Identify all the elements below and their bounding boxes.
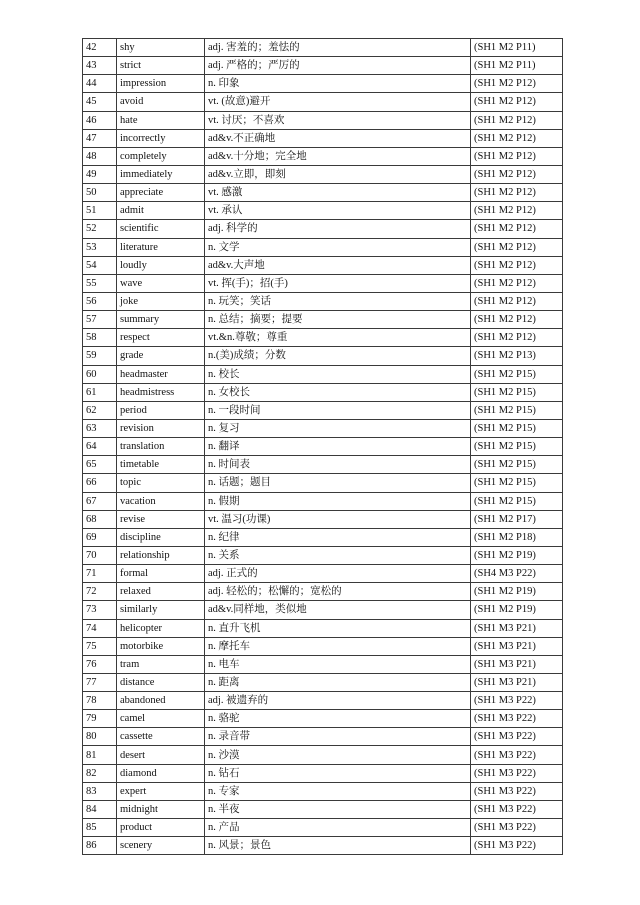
- row-number-cell: 73: [83, 601, 117, 619]
- definition-cell: n. 女校长: [205, 383, 471, 401]
- table-row: [83, 673, 563, 691]
- word-cell: abandoned: [117, 692, 205, 710]
- definition-cell: ad&v.不正确地: [205, 129, 471, 147]
- word-cell: respect: [117, 329, 205, 347]
- table-row: [83, 220, 563, 238]
- source-reference-cell: (SH1 M2 P12): [471, 256, 563, 274]
- table-row: [83, 565, 563, 583]
- source-reference-cell: (SH1 M3 P22): [471, 782, 563, 800]
- row-number-cell: 77: [83, 673, 117, 691]
- table-row: [83, 401, 563, 419]
- definition-cell: n. 复习: [205, 419, 471, 437]
- definition-cell: n. 纪律: [205, 528, 471, 546]
- word-cell: shy: [117, 39, 205, 57]
- definition-cell: n. 直升飞机: [205, 619, 471, 637]
- vocabulary-table: [82, 38, 563, 855]
- word-cell: strict: [117, 57, 205, 75]
- source-reference-cell: (SH4 M3 P22): [471, 565, 563, 583]
- source-reference-cell: (SH1 M3 P21): [471, 619, 563, 637]
- word-cell: helicopter: [117, 619, 205, 637]
- source-reference-cell: (SH1 M3 P21): [471, 637, 563, 655]
- source-reference-cell: (SH1 M3 P22): [471, 710, 563, 728]
- row-number-cell: 62: [83, 401, 117, 419]
- table-row: [83, 365, 563, 383]
- table-row: [83, 819, 563, 837]
- table-row: [83, 728, 563, 746]
- word-cell: timetable: [117, 456, 205, 474]
- word-cell: loudly: [117, 256, 205, 274]
- definition-cell: vt. 讨厌；不喜欢: [205, 111, 471, 129]
- source-reference-cell: (SH1 M2 P12): [471, 220, 563, 238]
- definition-cell: vt.&n.尊敬；尊重: [205, 329, 471, 347]
- definition-cell: n. 话题；题目: [205, 474, 471, 492]
- definition-cell: adj. 正式的: [205, 565, 471, 583]
- word-cell: hate: [117, 111, 205, 129]
- definition-cell: n. 风景；景色: [205, 837, 471, 855]
- definition-cell: n. 关系: [205, 546, 471, 564]
- definition-cell: adj. 轻松的；松懈的；宽松的: [205, 583, 471, 601]
- definition-cell: n. 专家: [205, 782, 471, 800]
- definition-cell: n. 玩笑；笑话: [205, 292, 471, 310]
- row-number-cell: 67: [83, 492, 117, 510]
- word-cell: topic: [117, 474, 205, 492]
- definition-cell: ad&v.立即，即刻: [205, 165, 471, 183]
- definition-cell: n. 录音带: [205, 728, 471, 746]
- table-row: [83, 75, 563, 93]
- row-number-cell: 64: [83, 438, 117, 456]
- definition-cell: vt. (故意)避开: [205, 93, 471, 111]
- table-row: [83, 637, 563, 655]
- table-row: [83, 764, 563, 782]
- definition-cell: n. 时间表: [205, 456, 471, 474]
- source-reference-cell: (SH1 M2 P12): [471, 111, 563, 129]
- word-cell: cassette: [117, 728, 205, 746]
- row-number-cell: 81: [83, 746, 117, 764]
- row-number-cell: 66: [83, 474, 117, 492]
- source-reference-cell: (SH1 M3 P22): [471, 819, 563, 837]
- table-row: [83, 546, 563, 564]
- table-row: [83, 655, 563, 673]
- source-reference-cell: (SH1 M2 P12): [471, 129, 563, 147]
- table-row: [83, 93, 563, 111]
- table-row: [83, 510, 563, 528]
- source-reference-cell: (SH1 M2 P12): [471, 329, 563, 347]
- table-row: [83, 383, 563, 401]
- word-cell: diamond: [117, 764, 205, 782]
- source-reference-cell: (SH1 M2 P13): [471, 347, 563, 365]
- word-cell: revision: [117, 419, 205, 437]
- definition-cell: n. 半夜: [205, 800, 471, 818]
- table-row: [83, 601, 563, 619]
- row-number-cell: 48: [83, 147, 117, 165]
- row-number-cell: 83: [83, 782, 117, 800]
- definition-cell: n. 距离: [205, 673, 471, 691]
- source-reference-cell: (SH1 M2 P15): [471, 456, 563, 474]
- source-reference-cell: (SH1 M3 P22): [471, 728, 563, 746]
- definition-cell: n. 文学: [205, 238, 471, 256]
- word-cell: incorrectly: [117, 129, 205, 147]
- source-reference-cell: (SH1 M2 P12): [471, 165, 563, 183]
- word-cell: similarly: [117, 601, 205, 619]
- source-reference-cell: (SH1 M2 P19): [471, 601, 563, 619]
- table-row: [83, 528, 563, 546]
- source-reference-cell: (SH1 M2 P11): [471, 39, 563, 57]
- definition-cell: n.(美)成绩；分数: [205, 347, 471, 365]
- row-number-cell: 54: [83, 256, 117, 274]
- table-row: [83, 165, 563, 183]
- word-cell: revise: [117, 510, 205, 528]
- definition-cell: n. 假期: [205, 492, 471, 510]
- table-row: [83, 129, 563, 147]
- row-number-cell: 47: [83, 129, 117, 147]
- source-reference-cell: (SH1 M2 P19): [471, 546, 563, 564]
- definition-cell: n. 骆驼: [205, 710, 471, 728]
- row-number-cell: 71: [83, 565, 117, 583]
- row-number-cell: 82: [83, 764, 117, 782]
- source-reference-cell: (SH1 M2 P12): [471, 202, 563, 220]
- definition-cell: n. 产品: [205, 819, 471, 837]
- row-number-cell: 78: [83, 692, 117, 710]
- row-number-cell: 46: [83, 111, 117, 129]
- source-reference-cell: (SH1 M2 P15): [471, 419, 563, 437]
- definition-cell: vt. 温习(功课): [205, 510, 471, 528]
- word-cell: expert: [117, 782, 205, 800]
- row-number-cell: 85: [83, 819, 117, 837]
- row-number-cell: 49: [83, 165, 117, 183]
- source-reference-cell: (SH1 M2 P15): [471, 492, 563, 510]
- row-number-cell: 86: [83, 837, 117, 855]
- word-cell: vacation: [117, 492, 205, 510]
- word-cell: headmaster: [117, 365, 205, 383]
- source-reference-cell: (SH1 M2 P17): [471, 510, 563, 528]
- word-cell: motorbike: [117, 637, 205, 655]
- definition-cell: vt. 承认: [205, 202, 471, 220]
- definition-cell: n. 沙漠: [205, 746, 471, 764]
- row-number-cell: 55: [83, 274, 117, 292]
- row-number-cell: 45: [83, 93, 117, 111]
- word-cell: camel: [117, 710, 205, 728]
- definition-cell: n. 翻译: [205, 438, 471, 456]
- row-number-cell: 79: [83, 710, 117, 728]
- table-row: [83, 746, 563, 764]
- table-row: [83, 292, 563, 310]
- word-cell: formal: [117, 565, 205, 583]
- table-row: [83, 419, 563, 437]
- definition-cell: vt. 挥(手)；招(手): [205, 274, 471, 292]
- row-number-cell: 42: [83, 39, 117, 57]
- row-number-cell: 74: [83, 619, 117, 637]
- row-number-cell: 63: [83, 419, 117, 437]
- word-cell: distance: [117, 673, 205, 691]
- word-cell: avoid: [117, 93, 205, 111]
- word-cell: scenery: [117, 837, 205, 855]
- source-reference-cell: (SH1 M3 P22): [471, 800, 563, 818]
- row-number-cell: 44: [83, 75, 117, 93]
- table-row: [83, 692, 563, 710]
- source-reference-cell: (SH1 M2 P18): [471, 528, 563, 546]
- word-cell: desert: [117, 746, 205, 764]
- table-row: [83, 710, 563, 728]
- row-number-cell: 72: [83, 583, 117, 601]
- row-number-cell: 65: [83, 456, 117, 474]
- definition-cell: n. 钻石: [205, 764, 471, 782]
- vocabulary-table-body: [83, 39, 563, 855]
- source-reference-cell: (SH1 M2 P12): [471, 292, 563, 310]
- table-row: [83, 800, 563, 818]
- row-number-cell: 52: [83, 220, 117, 238]
- definition-cell: n. 一段时间: [205, 401, 471, 419]
- table-row: [83, 256, 563, 274]
- row-number-cell: 60: [83, 365, 117, 383]
- word-cell: scientific: [117, 220, 205, 238]
- table-row: [83, 311, 563, 329]
- word-cell: tram: [117, 655, 205, 673]
- word-cell: relationship: [117, 546, 205, 564]
- row-number-cell: 75: [83, 637, 117, 655]
- source-reference-cell: (SH1 M2 P12): [471, 274, 563, 292]
- table-row: [83, 583, 563, 601]
- row-number-cell: 51: [83, 202, 117, 220]
- row-number-cell: 80: [83, 728, 117, 746]
- table-row: [83, 274, 563, 292]
- word-cell: period: [117, 401, 205, 419]
- table-row: [83, 202, 563, 220]
- source-reference-cell: (SH1 M3 P21): [471, 673, 563, 691]
- definition-cell: vt. 感激: [205, 184, 471, 202]
- word-cell: impression: [117, 75, 205, 93]
- table-row: [83, 39, 563, 57]
- table-row: [83, 837, 563, 855]
- word-cell: admit: [117, 202, 205, 220]
- table-row: [83, 474, 563, 492]
- table-row: [83, 347, 563, 365]
- word-cell: joke: [117, 292, 205, 310]
- table-row: [83, 782, 563, 800]
- definition-cell: ad&v.十分地；完全地: [205, 147, 471, 165]
- row-number-cell: 69: [83, 528, 117, 546]
- source-reference-cell: (SH1 M2 P12): [471, 238, 563, 256]
- source-reference-cell: (SH1 M2 P11): [471, 57, 563, 75]
- source-reference-cell: (SH1 M2 P15): [471, 438, 563, 456]
- table-row: [83, 238, 563, 256]
- row-number-cell: 57: [83, 311, 117, 329]
- word-cell: literature: [117, 238, 205, 256]
- definition-cell: adj. 被遗弃的: [205, 692, 471, 710]
- row-number-cell: 43: [83, 57, 117, 75]
- source-reference-cell: (SH1 M2 P15): [471, 401, 563, 419]
- table-row: [83, 329, 563, 347]
- definition-cell: ad&v.同样地，类似地: [205, 601, 471, 619]
- word-cell: appreciate: [117, 184, 205, 202]
- row-number-cell: 59: [83, 347, 117, 365]
- source-reference-cell: (SH1 M2 P12): [471, 147, 563, 165]
- source-reference-cell: (SH1 M2 P12): [471, 93, 563, 111]
- definition-cell: n. 摩托车: [205, 637, 471, 655]
- row-number-cell: 56: [83, 292, 117, 310]
- source-reference-cell: (SH1 M2 P12): [471, 184, 563, 202]
- definition-cell: n. 电车: [205, 655, 471, 673]
- word-cell: midnight: [117, 800, 205, 818]
- table-row: [83, 492, 563, 510]
- definition-cell: n. 总结；摘要；提要: [205, 311, 471, 329]
- word-cell: completely: [117, 147, 205, 165]
- word-cell: wave: [117, 274, 205, 292]
- table-row: [83, 111, 563, 129]
- word-cell: grade: [117, 347, 205, 365]
- table-row: [83, 147, 563, 165]
- word-cell: summary: [117, 311, 205, 329]
- table-row: [83, 184, 563, 202]
- word-cell: relaxed: [117, 583, 205, 601]
- source-reference-cell: (SH1 M3 P22): [471, 837, 563, 855]
- source-reference-cell: (SH1 M2 P15): [471, 365, 563, 383]
- word-cell: headmistress: [117, 383, 205, 401]
- row-number-cell: 58: [83, 329, 117, 347]
- definition-cell: adj. 科学的: [205, 220, 471, 238]
- source-reference-cell: (SH1 M3 P22): [471, 746, 563, 764]
- source-reference-cell: (SH1 M3 P21): [471, 655, 563, 673]
- source-reference-cell: (SH1 M2 P15): [471, 383, 563, 401]
- row-number-cell: 53: [83, 238, 117, 256]
- source-reference-cell: (SH1 M3 P22): [471, 692, 563, 710]
- source-reference-cell: (SH1 M2 P19): [471, 583, 563, 601]
- word-cell: immediately: [117, 165, 205, 183]
- definition-cell: adj. 害羞的；羞怯的: [205, 39, 471, 57]
- table-row: [83, 438, 563, 456]
- row-number-cell: 76: [83, 655, 117, 673]
- row-number-cell: 84: [83, 800, 117, 818]
- row-number-cell: 68: [83, 510, 117, 528]
- definition-cell: n. 校长: [205, 365, 471, 383]
- table-row: [83, 619, 563, 637]
- source-reference-cell: (SH1 M2 P12): [471, 311, 563, 329]
- source-reference-cell: (SH1 M2 P12): [471, 75, 563, 93]
- table-row: [83, 57, 563, 75]
- row-number-cell: 70: [83, 546, 117, 564]
- table-row: [83, 456, 563, 474]
- definition-cell: ad&v.大声地: [205, 256, 471, 274]
- source-reference-cell: (SH1 M2 P15): [471, 474, 563, 492]
- row-number-cell: 50: [83, 184, 117, 202]
- row-number-cell: 61: [83, 383, 117, 401]
- word-cell: translation: [117, 438, 205, 456]
- definition-cell: n. 印象: [205, 75, 471, 93]
- definition-cell: adj. 严格的；严厉的: [205, 57, 471, 75]
- word-cell: product: [117, 819, 205, 837]
- word-cell: discipline: [117, 528, 205, 546]
- source-reference-cell: (SH1 M3 P22): [471, 764, 563, 782]
